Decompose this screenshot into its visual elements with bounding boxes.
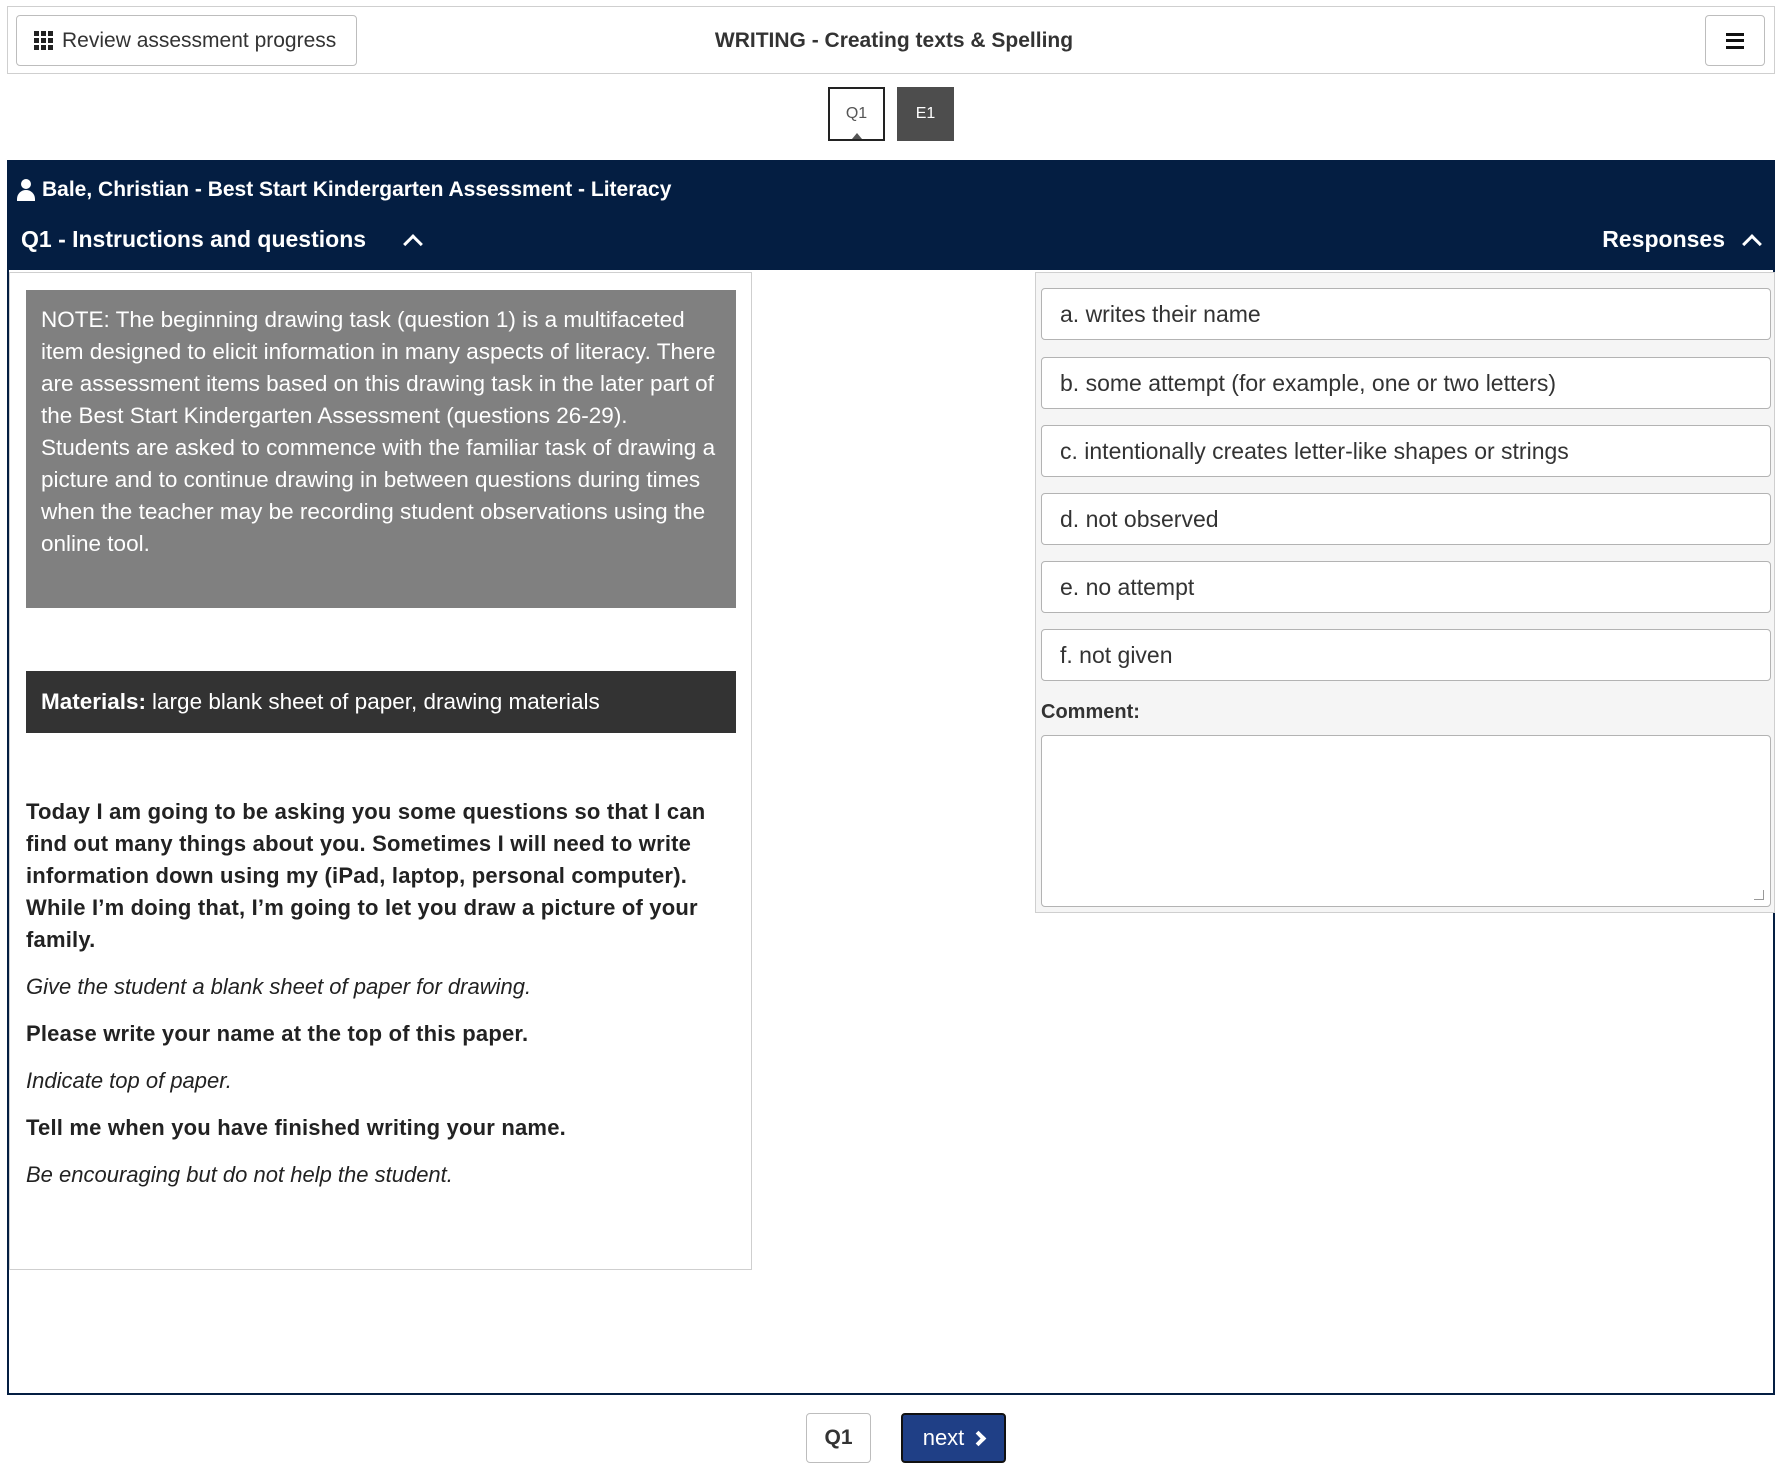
next-button[interactable] <box>901 1413 1006 1463</box>
response-option-e[interactable]: e. no attempt <box>1041 561 1771 613</box>
question-panel <box>7 160 1775 1395</box>
section-title-toggle[interactable] <box>21 226 420 253</box>
panel-header <box>7 160 1775 270</box>
page-title: WRITING - Creating texts & Spelling <box>714 29 1074 52</box>
response-option-f[interactable]: f. not given <box>1041 629 1771 681</box>
grid-icon <box>34 31 53 50</box>
response-option-a[interactable]: a. writes their name <box>1041 288 1771 340</box>
materials-label: Materials: <box>41 689 147 714</box>
person-icon <box>15 179 37 201</box>
student-name: Bale, Christian - Best Start Kindergarten Assessment - Literacy <box>42 178 672 201</box>
responses-column <box>1035 272 1775 913</box>
materials-box <box>26 671 736 733</box>
script-say: Please write your name at the top of this paper. <box>26 1021 529 1046</box>
responses-title: Responses <box>1602 226 1725 252</box>
materials-text: large blank sheet of paper, drawing materials <box>152 689 600 714</box>
script-say: Tell me when you have finished writing your name. <box>26 1115 566 1140</box>
chevron-up-icon[interactable] <box>403 234 423 254</box>
menu-button[interactable] <box>1705 15 1765 66</box>
script-instruction: Give the student a blank sheet of paper for drawing. <box>26 974 532 999</box>
next-label: next <box>922 1425 965 1450</box>
note-paragraph: Students are asked to commence with the familiar task of drawing a picture and to continue drawing in between questions during times when the teacher may be recording student observations using the online tool. <box>41 435 716 556</box>
comment-input[interactable] <box>1041 735 1771 907</box>
responses-toggle[interactable] <box>1602 226 1759 253</box>
top-bar <box>7 6 1775 74</box>
tab-e1[interactable]: E1 <box>897 87 954 141</box>
script-instruction: Be encouraging but do not help the student. <box>26 1162 453 1187</box>
script-say: Today I am going to be asking you some questions so that I can find out many things about you. Sometimes I will need to write information down using my (iPad, laptop, personal computer). While I’m doing that, I’m going to let you draw a picture of your family. <box>26 799 706 952</box>
hamburger-icon <box>1726 33 1744 49</box>
response-option-d[interactable]: d. not observed <box>1041 493 1771 545</box>
review-progress-button[interactable] <box>16 15 357 66</box>
script <box>26 796 746 1206</box>
instructions-column <box>9 272 752 1270</box>
review-progress-label: Review assessment progress <box>62 28 337 52</box>
chevron-right-icon <box>971 1430 987 1446</box>
response-option-c[interactable]: c. intentionally creates letter-like shapes or strings <box>1041 425 1771 477</box>
note-paragraph: NOTE: The beginning drawing task (question 1) is a multifaceted item designed to elicit information in many aspects of literacy. There are assessment items based on this drawing task in the later part of the Best Start Kindergarten Assessment (questions 26-29). <box>41 307 716 428</box>
student-line <box>15 178 671 202</box>
chevron-up-icon[interactable] <box>1742 234 1762 254</box>
response-option-b[interactable]: b. some attempt (for example, one or two letters) <box>1041 357 1771 409</box>
comment-label: Comment: <box>1041 701 1140 723</box>
resize-grip-icon[interactable] <box>1754 890 1764 900</box>
script-instruction: Indicate top of paper. <box>26 1068 232 1093</box>
section-title: Q1 - Instructions and questions <box>21 226 367 252</box>
tab-q1[interactable]: Q1 <box>828 87 885 141</box>
footer-q1-button[interactable]: Q1 <box>806 1413 871 1463</box>
note-box <box>26 290 736 608</box>
